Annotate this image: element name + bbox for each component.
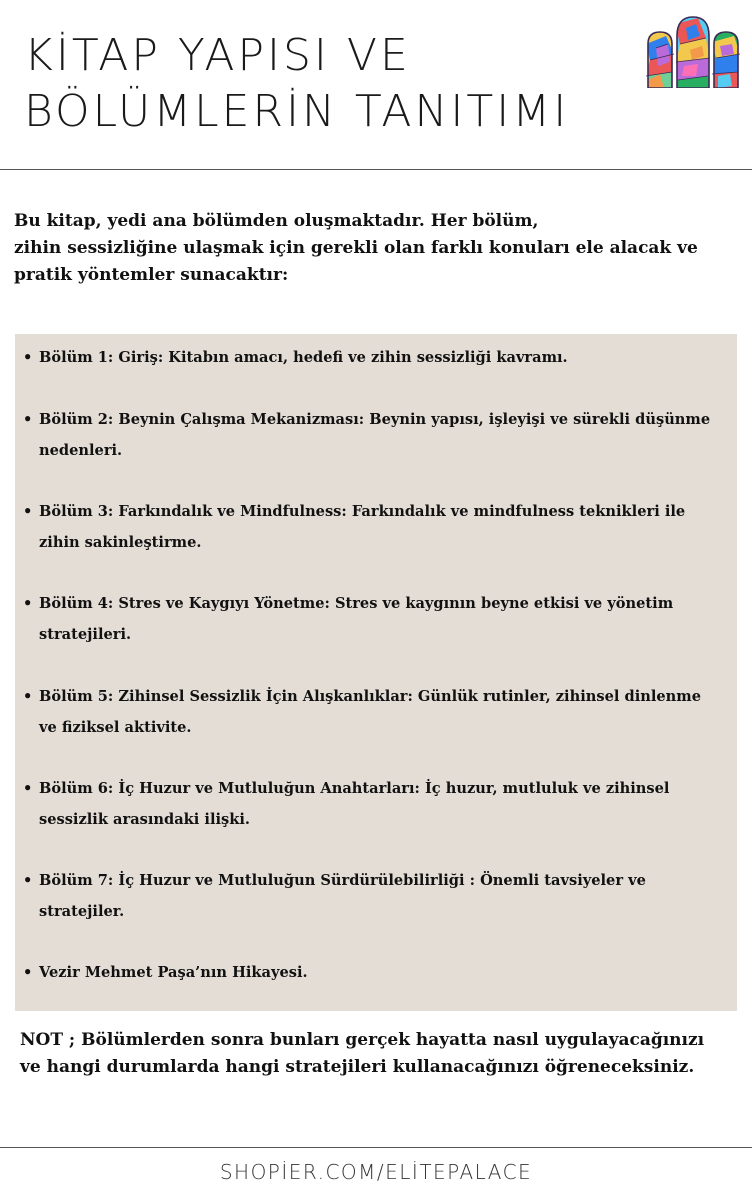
bullet: •: [23, 411, 33, 428]
footer-url: SHOPİER.COM/ELİTEPALACE: [219, 1160, 533, 1184]
chapter-item-1: [15, 342, 715, 373]
page-title: [24, 28, 644, 140]
bullet: •: [23, 595, 33, 612]
chapter-item-5: [15, 681, 715, 743]
chapter-item-2: [15, 404, 715, 466]
bullet: •: [23, 349, 33, 366]
chapter-item-8: [15, 957, 715, 988]
chapter-item-5-line-2: ve fiziksel aktivite.: [39, 719, 192, 736]
chapter-item-7-line-2: stratejiler.: [39, 903, 125, 920]
intro-line-1: Bu kitap, yedi ana bölümden oluşmaktadır. Her bölüm,: [14, 211, 539, 231]
note-line-2: ve hangi durumlarda hangi stratejileri kullanacağınızı öğreneceksiniz.: [20, 1057, 695, 1077]
chapter-item-5-line-1: Bölüm 5: Zihinsel Sessizlik İçin Alışkanlıklar: Günlük rutinler, zihinsel dinlenme: [39, 688, 702, 705]
chapter-item-6-line-2: sessizlik arasındaki ilişki.: [39, 811, 250, 828]
chapter-item-2-line-2: nedenleri.: [39, 442, 123, 459]
chapter-item-3-line-1: Bölüm 3: Farkındalık ve Mindfulness: Farkındalık ve mindfulness teknikleri ile: [39, 503, 686, 520]
intro-line-3: pratik yöntemler sunacaktır:: [14, 265, 289, 285]
bullet: •: [23, 688, 33, 705]
chapter-item-6-line-1: Bölüm 6: İç Huzur ve Mutluluğun Anahtarları: İç huzur, mutluluk ve zihinsel: [39, 780, 670, 797]
bullet: •: [23, 780, 33, 797]
chapter-item-7-line-1: Bölüm 7: İç Huzur ve Mutluluğun Sürdürülebilirliği : Önemli tavsiyeler ve: [39, 872, 646, 889]
chapter-item-1-line-1: Bölüm 1: Giriş: Kitabın amacı, hedefi ve zihin sessizliği kavramı.: [39, 349, 568, 366]
footer-divider: [0, 1147, 752, 1148]
chapter-item-4: [15, 588, 715, 650]
bullet: •: [23, 964, 33, 981]
chapter-item-8-line-1: Vezir Mehmet Paşa’nın Hikayesi.: [39, 964, 308, 981]
intro-paragraph: [14, 208, 734, 289]
chapter-item-3-line-2: zihin sakinleştirme.: [39, 534, 202, 551]
header-divider: [0, 169, 752, 170]
bullet: •: [23, 503, 33, 520]
chapter-item-2-line-1: Bölüm 2: Beynin Çalışma Mekanizması: Beynin yapısı, işleyişi ve sürekli düşünme: [39, 411, 711, 428]
title-line-1: KİTAP YAPISI VE: [24, 30, 411, 81]
intro-line-2: zihin sessizliğine ulaşmak için gerekli olan farklı konuları ele alacak ve: [14, 238, 698, 258]
note-line-1: NOT ; Bölümlerden sonra bunları gerçek hayatta nasıl uygulayacağınızı: [20, 1030, 705, 1050]
note-paragraph: [20, 1027, 740, 1081]
chapter-list-box: [15, 334, 737, 1011]
chapter-item-3: [15, 496, 715, 558]
chapter-item-4-line-2: stratejileri.: [39, 626, 132, 643]
chapter-item-4-line-1: Bölüm 4: Stres ve Kaygıyı Yönetme: Stres ve kaygının beyne etkisi ve yönetim: [39, 595, 674, 612]
chapter-item-6: [15, 773, 715, 835]
chapter-item-7: [15, 865, 715, 927]
stained-glass-windows-icon: [646, 14, 740, 88]
bullet: •: [23, 872, 33, 889]
title-line-2: BÖLÜMLERİN TANITIMI: [24, 86, 570, 137]
